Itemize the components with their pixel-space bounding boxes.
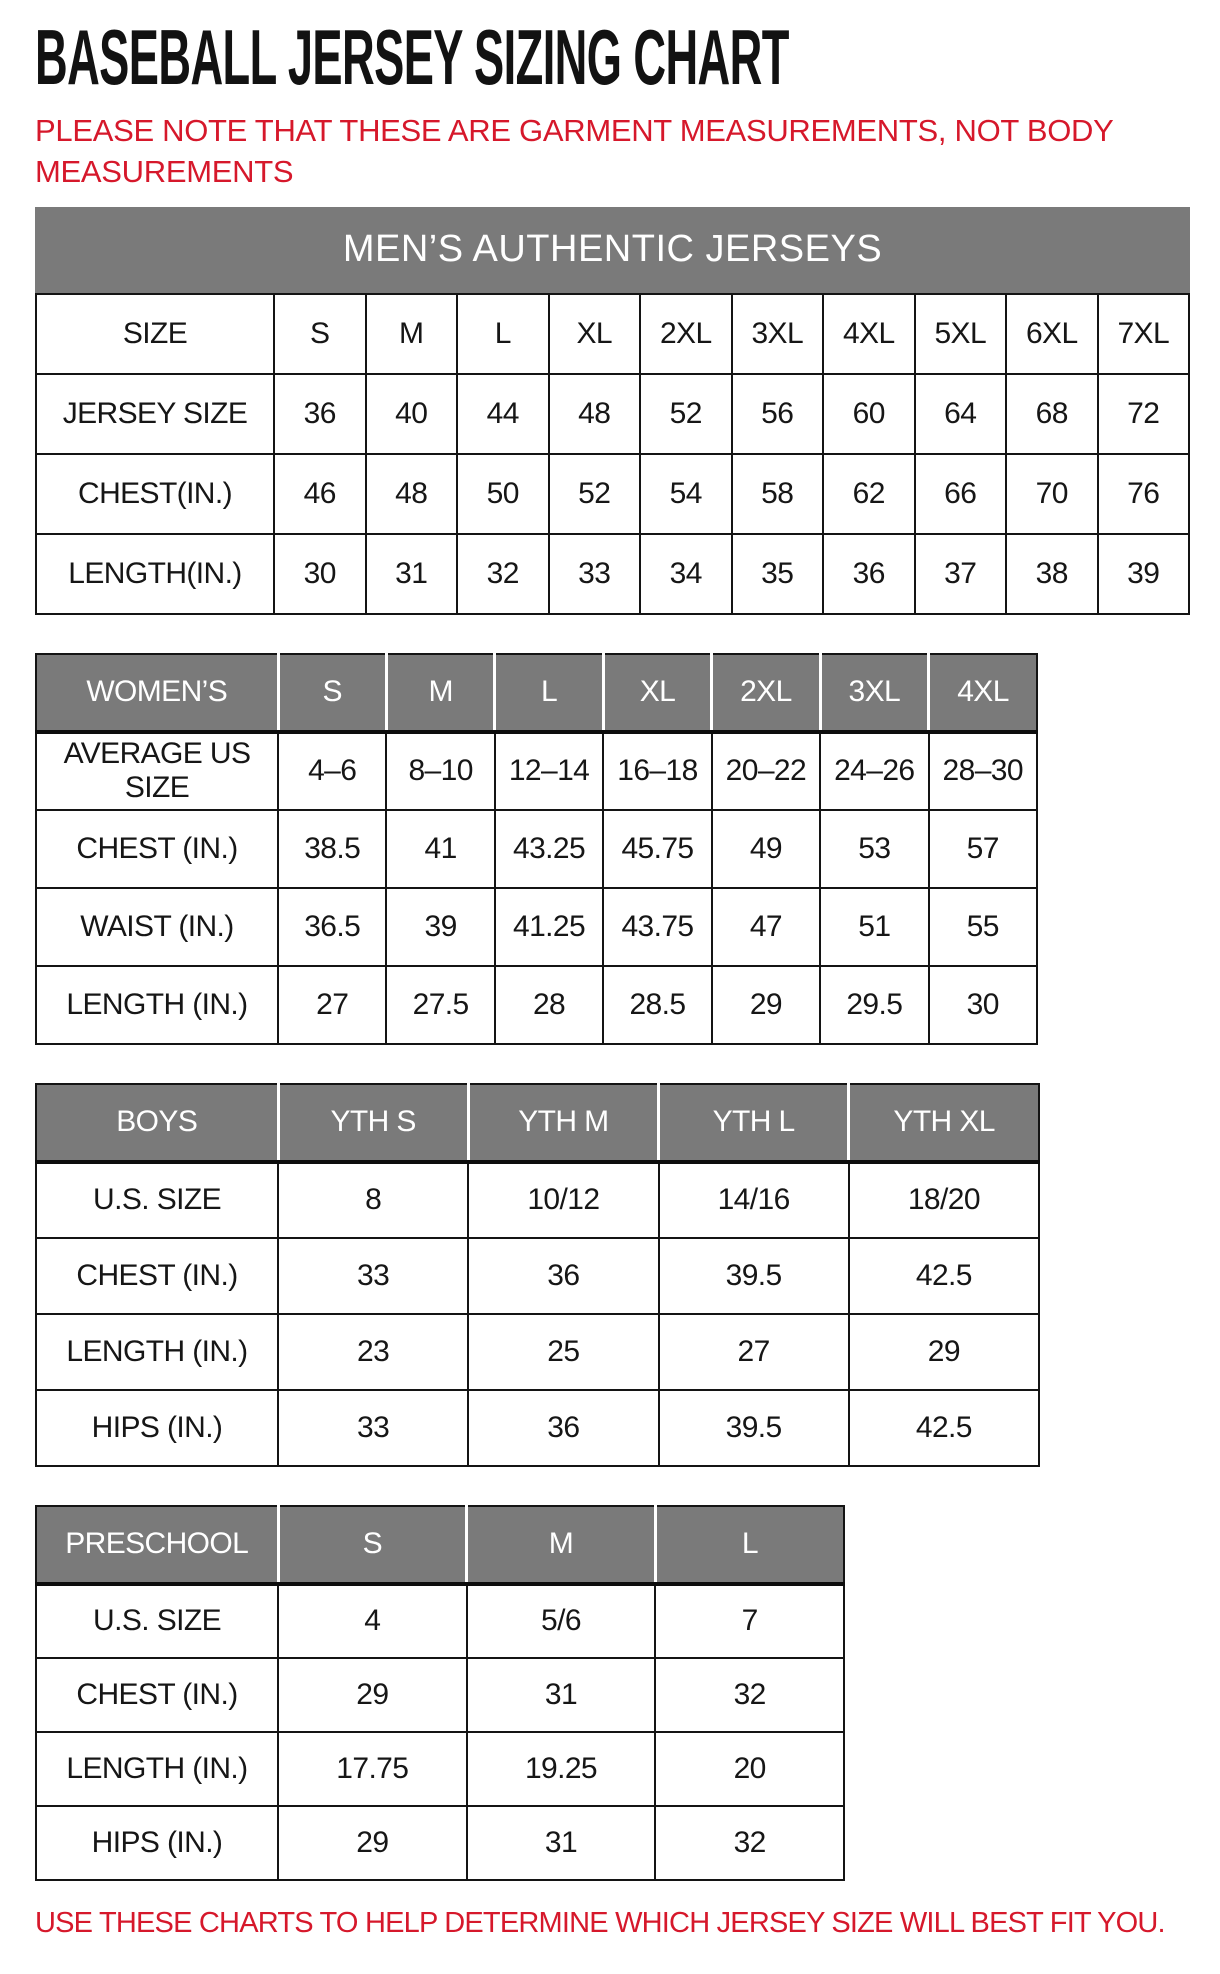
preschool-row-label-hips-in-text: HIPS (IN.) xyxy=(91,1825,223,1859)
boys-row-label-hips-in-text: HIPS (IN.) xyxy=(91,1410,223,1444)
mens-row-size xyxy=(36,294,1189,374)
mens-row-label-chest-in xyxy=(36,454,274,534)
preschool-u-s-size-value xyxy=(655,1584,844,1658)
womens-chest-in-value-text: 45.75 xyxy=(621,831,694,865)
womens-chest-in-value-text: 43.25 xyxy=(513,831,586,865)
boys-row-label-chest-in-text: CHEST (IN.) xyxy=(76,1258,238,1292)
mens-jersey-size-value-text: 36 xyxy=(303,396,336,430)
womens-row-waist-in xyxy=(36,888,1037,966)
preschool-chest-in-value-text: 32 xyxy=(733,1677,766,1711)
womens-row-average-us-size xyxy=(36,732,1037,810)
mens-size-value xyxy=(1098,294,1190,374)
mens-size-value-text: M xyxy=(399,316,424,350)
mens-size-value xyxy=(823,294,915,374)
womens-average-us-size-value xyxy=(278,732,386,810)
womens-length-in-value-text: 29.5 xyxy=(846,987,903,1021)
mens-row-chest-in xyxy=(36,454,1189,534)
womens-chest-in-value xyxy=(278,810,386,888)
womens-average-us-size-value xyxy=(929,732,1037,810)
mens-length-in-value-text: 33 xyxy=(578,556,611,590)
womens-size-header-l-text: L xyxy=(541,675,558,709)
preschool-header-label-text: PRESCHOOL xyxy=(65,1527,249,1561)
womens-average-us-size-value xyxy=(603,732,711,810)
mens-row-jersey-size xyxy=(36,374,1189,454)
preschool-row-chest-in xyxy=(36,1658,844,1732)
womens-size-header-s-text: S xyxy=(322,675,342,709)
mens-jersey-size-value-text: 68 xyxy=(1035,396,1068,430)
mens-jersey-size-value xyxy=(823,374,915,454)
womens-size-header-4xl-text: 4XL xyxy=(957,675,1009,709)
boys-header-label-text: BOYS xyxy=(116,1105,198,1139)
footer-note: USE THESE CHARTS TO HELP DETERMINE WHICH JERSEY SIZE WILL BEST FIT YOU. xyxy=(35,1906,1165,1939)
mens-jersey-size-value xyxy=(549,374,641,454)
preschool-length-in-value-text: 19.25 xyxy=(524,1751,598,1785)
boys-chest-in-value xyxy=(849,1238,1039,1314)
boys-hips-in-value-text: 36 xyxy=(547,1410,580,1444)
mens-jersey-size-value xyxy=(1006,374,1098,454)
mens-jersey-size-value xyxy=(1098,374,1190,454)
boys-length-in-value-text: 23 xyxy=(357,1334,390,1368)
womens-row-label-length-in xyxy=(36,966,278,1044)
boys-row-label-hips-in xyxy=(36,1390,278,1466)
womens-length-in-value-text: 28.5 xyxy=(629,987,686,1021)
boys-size-header-yth-l-text: YTH L xyxy=(712,1105,795,1139)
preschool-hips-in-value xyxy=(467,1806,656,1880)
womens-waist-in-value xyxy=(386,888,494,966)
boys-size-header-yth-s xyxy=(278,1084,468,1162)
womens-chest-in-value xyxy=(712,810,820,888)
mens-chest-in-value-text: 50 xyxy=(486,476,519,510)
mens-jersey-size-value-text: 60 xyxy=(852,396,885,430)
garment-measurements-note: PLEASE NOTE THAT THESE ARE GARMENT MEASUREMENTS, NOT BODY MEASUREMENTS xyxy=(35,113,1113,190)
preschool-hips-in-value-text: 29 xyxy=(356,1825,389,1859)
boys-chest-in-value xyxy=(468,1238,658,1314)
mens-length-in-value xyxy=(1006,534,1098,614)
boys-row-label-u-s-size-text: U.S. SIZE xyxy=(93,1183,221,1217)
mens-row-label-length-in-text: LENGTH(IN.) xyxy=(68,556,242,590)
womens-size-header-4xl xyxy=(929,654,1037,732)
womens-waist-in-value-text: 55 xyxy=(966,909,999,943)
womens-average-us-size-value-text: 24–26 xyxy=(834,754,915,788)
boys-hips-in-value-text: 42.5 xyxy=(915,1410,972,1444)
mens-size-value xyxy=(549,294,641,374)
preschool-size-header-s-text: S xyxy=(362,1527,383,1561)
boys-chest-in-value-text: 42.5 xyxy=(915,1258,972,1292)
boys-length-in-value xyxy=(849,1314,1039,1390)
preschool-size-header-l xyxy=(655,1506,844,1584)
mens-row-length-in xyxy=(36,534,1189,614)
preschool-length-in-value-text: 17.75 xyxy=(336,1751,409,1785)
mens-jersey-size-value xyxy=(366,374,458,454)
womens-length-in-value xyxy=(820,966,928,1044)
boys-hips-in-value xyxy=(849,1390,1039,1466)
preschool-chest-in-value xyxy=(278,1658,467,1732)
preschool-chest-in-value xyxy=(467,1658,656,1732)
womens-row-label-average-us-size-text: AVERAGE US SIZE xyxy=(63,737,251,805)
mens-row-label-length-in xyxy=(36,534,274,614)
preschool-length-in-value-text: 20 xyxy=(733,1751,766,1785)
womens-waist-in-value xyxy=(278,888,386,966)
womens-chest-in-value-text: 41 xyxy=(424,831,457,865)
womens-average-us-size-value xyxy=(386,732,494,810)
boys-hips-in-value-text: 39.5 xyxy=(725,1410,782,1444)
womens-average-us-size-value-text: 16–18 xyxy=(617,754,698,788)
womens-size-header-m xyxy=(386,654,494,732)
mens-size-value xyxy=(640,294,732,374)
boys-row-chest-in xyxy=(36,1238,1039,1314)
mens-size-value-text: 3XL xyxy=(751,316,804,350)
mens-chest-in-value xyxy=(1098,454,1190,534)
womens-waist-in-value-text: 39 xyxy=(424,909,457,943)
preschool-table xyxy=(35,1505,845,1881)
boys-header-row xyxy=(36,1084,1039,1162)
mens-chest-in-value xyxy=(823,454,915,534)
mens-chest-in-value xyxy=(640,454,732,534)
boys-u-s-size-value-text: 18/20 xyxy=(907,1183,980,1217)
womens-chest-in-value-text: 49 xyxy=(749,831,782,865)
womens-row-label-average-us-size xyxy=(36,732,278,810)
preschool-hips-in-value-text: 31 xyxy=(544,1825,578,1859)
mens-size-value xyxy=(915,294,1007,374)
boys-chest-in-value-text: 36 xyxy=(547,1258,580,1292)
boys-length-in-value xyxy=(278,1314,468,1390)
preschool-u-s-size-value xyxy=(467,1584,656,1658)
boys-length-in-value-text: 27 xyxy=(737,1334,770,1368)
womens-chest-in-value xyxy=(820,810,928,888)
mens-size-value xyxy=(366,294,458,374)
womens-length-in-value xyxy=(712,966,820,1044)
preschool-row-label-u-s-size-text: U.S. SIZE xyxy=(93,1604,221,1638)
mens-jersey-size-value-text: 64 xyxy=(944,396,977,430)
womens-size-header-3xl-text: 3XL xyxy=(848,675,901,709)
boys-header-label xyxy=(36,1084,278,1162)
womens-average-us-size-value xyxy=(820,732,928,810)
womens-size-header-xl-text: XL xyxy=(639,675,676,709)
womens-average-us-size-value-text: 20–22 xyxy=(725,754,807,788)
preschool-hips-in-value-text: 32 xyxy=(733,1825,766,1859)
boys-row-label-length-in-text: LENGTH (IN.) xyxy=(66,1334,248,1368)
preschool-size-header-s xyxy=(278,1506,467,1584)
mens-chest-in-value-text: 66 xyxy=(944,476,977,510)
womens-row-label-chest-in-text: CHEST (IN.) xyxy=(76,831,238,865)
boys-section xyxy=(35,1083,1190,1467)
womens-average-us-size-value-text: 28–30 xyxy=(942,754,1023,788)
boys-u-s-size-value xyxy=(468,1162,658,1238)
womens-size-header-s xyxy=(278,654,386,732)
mens-length-in-value xyxy=(915,534,1007,614)
mens-size-value-text: 7XL xyxy=(1117,316,1170,350)
mens-length-in-value xyxy=(732,534,824,614)
preschool-size-header-m-text: M xyxy=(548,1527,574,1561)
mens-chest-in-value-text: 58 xyxy=(761,476,794,510)
womens-chest-in-value-text: 53 xyxy=(858,831,891,865)
boys-size-header-yth-s-text: YTH S xyxy=(330,1105,416,1139)
mens-length-in-value-text: 36 xyxy=(852,556,885,590)
womens-row-label-length-in-text: LENGTH (IN.) xyxy=(66,987,248,1021)
mens-row-label-jersey-size-text: JERSEY SIZE xyxy=(62,396,248,430)
mens-size-value-text: 4XL xyxy=(842,316,895,350)
mens-size-value xyxy=(274,294,366,374)
womens-chest-in-value xyxy=(929,810,1037,888)
womens-row-length-in xyxy=(36,966,1037,1044)
womens-average-us-size-value-text: 4–6 xyxy=(308,754,357,788)
boys-hips-in-value-text: 33 xyxy=(357,1410,390,1444)
mens-size-value-text: S xyxy=(310,316,330,350)
mens-length-in-value-text: 34 xyxy=(669,556,702,590)
preschool-length-in-value xyxy=(467,1732,656,1806)
mens-chest-in-value-text: 48 xyxy=(395,476,428,510)
preschool-section xyxy=(35,1505,1190,1881)
preschool-length-in-value xyxy=(655,1732,844,1806)
preschool-chest-in-value-text: 31 xyxy=(544,1677,578,1711)
preschool-header-row xyxy=(36,1506,844,1584)
boys-hips-in-value xyxy=(278,1390,468,1466)
mens-length-in-value xyxy=(549,534,641,614)
preschool-u-s-size-value-text: 5/6 xyxy=(541,1604,581,1638)
mens-section xyxy=(35,207,1190,615)
womens-row-chest-in xyxy=(36,810,1037,888)
preschool-size-header-m xyxy=(467,1506,656,1584)
mens-chest-in-value xyxy=(1006,454,1098,534)
mens-size-value-text: XL xyxy=(576,316,612,350)
mens-chest-in-value-text: 62 xyxy=(852,476,885,510)
preschool-chest-in-value xyxy=(655,1658,844,1732)
boys-size-header-yth-xl-text: YTH XL xyxy=(893,1105,995,1139)
mens-length-in-value-text: 30 xyxy=(303,556,336,590)
mens-row-label-size-text: SIZE xyxy=(122,316,188,350)
preschool-chest-in-value-text: 29 xyxy=(356,1677,389,1711)
mens-jersey-size-value xyxy=(457,374,549,454)
womens-section xyxy=(35,653,1190,1045)
mens-length-in-value-text: 39 xyxy=(1127,556,1160,590)
mens-chest-in-value xyxy=(915,454,1007,534)
womens-length-in-value xyxy=(386,966,494,1044)
womens-size-header-xl xyxy=(603,654,711,732)
preschool-u-s-size-value-text: 4 xyxy=(364,1604,381,1638)
preschool-row-label-u-s-size xyxy=(36,1584,278,1658)
boys-u-s-size-value xyxy=(278,1162,468,1238)
boys-row-u-s-size xyxy=(36,1162,1039,1238)
mens-jersey-size-value xyxy=(274,374,366,454)
preschool-u-s-size-value-text: 7 xyxy=(741,1604,758,1638)
mens-length-in-value xyxy=(823,534,915,614)
boys-length-in-value-text: 29 xyxy=(927,1334,960,1368)
boys-length-in-value-text: 25 xyxy=(547,1334,580,1368)
mens-jersey-size-value-text: 52 xyxy=(669,396,702,430)
womens-row-label-waist-in xyxy=(36,888,278,966)
womens-waist-in-value-text: 43.75 xyxy=(621,909,694,943)
boys-u-s-size-value-text: 14/16 xyxy=(717,1183,790,1217)
boys-row-label-length-in xyxy=(36,1314,278,1390)
womens-table xyxy=(35,653,1038,1045)
mens-jersey-size-value-text: 44 xyxy=(486,396,519,430)
womens-waist-in-value xyxy=(495,888,603,966)
mens-chest-in-value-text: 70 xyxy=(1035,476,1068,510)
mens-row-label-jersey-size xyxy=(36,374,274,454)
boys-size-header-yth-l xyxy=(659,1084,849,1162)
womens-waist-in-value-text: 41.25 xyxy=(513,909,586,943)
womens-header-label xyxy=(36,654,278,732)
mens-length-in-value-text: 35 xyxy=(761,556,794,590)
preschool-row-label-chest-in-text: CHEST (IN.) xyxy=(76,1677,238,1711)
boys-hips-in-value xyxy=(468,1390,658,1466)
preschool-row-label-length-in-text: LENGTH (IN.) xyxy=(66,1751,248,1785)
womens-length-in-value-text: 28 xyxy=(532,987,566,1021)
boys-chest-in-value xyxy=(278,1238,468,1314)
womens-waist-in-value-text: 36.5 xyxy=(304,909,361,943)
boys-u-s-size-value-text: 8 xyxy=(365,1183,382,1217)
mens-chest-in-value xyxy=(732,454,824,534)
womens-waist-in-value xyxy=(712,888,820,966)
preschool-length-in-value xyxy=(278,1732,467,1806)
boys-u-s-size-value xyxy=(849,1162,1039,1238)
mens-size-value-text: 5XL xyxy=(934,316,987,350)
womens-length-in-value xyxy=(495,966,603,1044)
womens-header-label-text: WOMEN’S xyxy=(86,675,228,709)
mens-banner: MEN’S AUTHENTIC JERSEYS xyxy=(35,207,1190,293)
womens-waist-in-value-text: 51 xyxy=(858,909,891,943)
preschool-row-length-in xyxy=(36,1732,844,1806)
boys-u-s-size-value-text: 10/12 xyxy=(527,1183,600,1217)
mens-length-in-value xyxy=(457,534,549,614)
womens-chest-in-value-text: 38.5 xyxy=(304,831,361,865)
mens-row-label-size xyxy=(36,294,274,374)
preschool-size-header-l-text: L xyxy=(741,1527,758,1561)
mens-chest-in-value-text: 52 xyxy=(578,476,611,510)
mens-size-value-text: 6XL xyxy=(1025,316,1078,350)
mens-jersey-size-value-text: 40 xyxy=(395,396,428,430)
womens-header-row xyxy=(36,654,1037,732)
womens-chest-in-value xyxy=(603,810,711,888)
womens-length-in-value xyxy=(929,966,1037,1044)
womens-chest-in-value-text: 57 xyxy=(966,831,999,865)
page-title xyxy=(35,13,1190,101)
preschool-row-label-hips-in xyxy=(36,1806,278,1880)
womens-size-header-2xl xyxy=(712,654,820,732)
preschool-u-s-size-value xyxy=(278,1584,467,1658)
boys-row-label-u-s-size xyxy=(36,1162,278,1238)
boys-chest-in-value xyxy=(659,1238,849,1314)
womens-average-us-size-value-text: 8–10 xyxy=(408,754,473,788)
womens-size-header-2xl-text: 2XL xyxy=(740,675,792,709)
boys-hips-in-value xyxy=(659,1390,849,1466)
mens-jersey-size-value xyxy=(640,374,732,454)
womens-average-us-size-value xyxy=(712,732,820,810)
mens-row-label-chest-in-text: CHEST(IN.) xyxy=(78,476,232,510)
womens-waist-in-value-text: 47 xyxy=(749,909,782,943)
mens-size-value xyxy=(1006,294,1098,374)
womens-length-in-value-text: 29 xyxy=(749,987,782,1021)
preschool-hips-in-value xyxy=(655,1806,844,1880)
boys-row-length-in xyxy=(36,1314,1039,1390)
boys-chest-in-value-text: 33 xyxy=(357,1258,390,1292)
mens-jersey-size-value xyxy=(915,374,1007,454)
mens-size-value xyxy=(732,294,824,374)
preschool-hips-in-value xyxy=(278,1806,467,1880)
boys-row-hips-in xyxy=(36,1390,1039,1466)
boys-size-header-yth-m xyxy=(468,1084,658,1162)
womens-length-in-value xyxy=(603,966,711,1044)
boys-table xyxy=(35,1083,1040,1467)
boys-chest-in-value-text: 39.5 xyxy=(725,1258,782,1292)
mens-length-in-value-text: 38 xyxy=(1035,556,1068,590)
womens-chest-in-value xyxy=(386,810,494,888)
mens-size-value xyxy=(457,294,549,374)
mens-jersey-size-value xyxy=(732,374,824,454)
mens-chest-in-value-text: 54 xyxy=(669,476,702,510)
mens-jersey-size-value-text: 56 xyxy=(761,396,794,430)
mens-length-in-value xyxy=(1098,534,1190,614)
boys-u-s-size-value xyxy=(659,1162,849,1238)
boys-size-header-yth-m-text: YTH M xyxy=(518,1105,609,1139)
womens-waist-in-value xyxy=(603,888,711,966)
boys-length-in-value xyxy=(659,1314,849,1390)
womens-waist-in-value xyxy=(820,888,928,966)
mens-chest-in-value xyxy=(549,454,641,534)
mens-jersey-size-value-text: 72 xyxy=(1127,396,1160,430)
womens-length-in-value-text: 30 xyxy=(966,987,999,1021)
mens-length-in-value xyxy=(274,534,366,614)
womens-average-us-size-value xyxy=(495,732,603,810)
page-title-text: BASEBALL JERSEY SIZING CHART xyxy=(35,13,789,101)
mens-jersey-size-value-text: 48 xyxy=(578,396,611,430)
womens-average-us-size-value-text: 12–14 xyxy=(508,754,590,788)
womens-length-in-value xyxy=(278,966,386,1044)
preschool-row-u-s-size xyxy=(36,1584,844,1658)
womens-length-in-value-text: 27 xyxy=(316,987,349,1021)
boys-size-header-yth-xl xyxy=(849,1084,1039,1162)
womens-waist-in-value xyxy=(929,888,1037,966)
mens-size-value-text: L xyxy=(494,316,511,350)
preschool-row-label-length-in xyxy=(36,1732,278,1806)
womens-row-label-waist-in-text: WAIST (IN.) xyxy=(80,909,234,943)
preschool-row-label-chest-in xyxy=(36,1658,278,1732)
preschool-header-label xyxy=(36,1506,278,1584)
womens-size-header-m-text: M xyxy=(428,675,453,709)
womens-size-header-l xyxy=(495,654,603,732)
womens-row-label-chest-in xyxy=(36,810,278,888)
mens-size-value-text: 2XL xyxy=(659,316,712,350)
womens-length-in-value-text: 27.5 xyxy=(412,987,469,1021)
womens-size-header-3xl xyxy=(820,654,928,732)
mens-chest-in-value xyxy=(457,454,549,534)
mens-chest-in-value-text: 46 xyxy=(303,476,336,510)
mens-chest-in-value xyxy=(366,454,458,534)
mens-length-in-value-text: 32 xyxy=(486,556,519,590)
mens-length-in-value xyxy=(640,534,732,614)
boys-row-label-chest-in xyxy=(36,1238,278,1314)
mens-table xyxy=(35,293,1190,615)
mens-length-in-value-text: 37 xyxy=(944,556,977,590)
preschool-row-hips-in xyxy=(36,1806,844,1880)
boys-length-in-value xyxy=(468,1314,658,1390)
mens-chest-in-value xyxy=(274,454,366,534)
womens-chest-in-value xyxy=(495,810,603,888)
mens-length-in-value xyxy=(366,534,458,614)
mens-chest-in-value-text: 76 xyxy=(1127,476,1160,510)
mens-length-in-value-text: 31 xyxy=(395,556,428,590)
